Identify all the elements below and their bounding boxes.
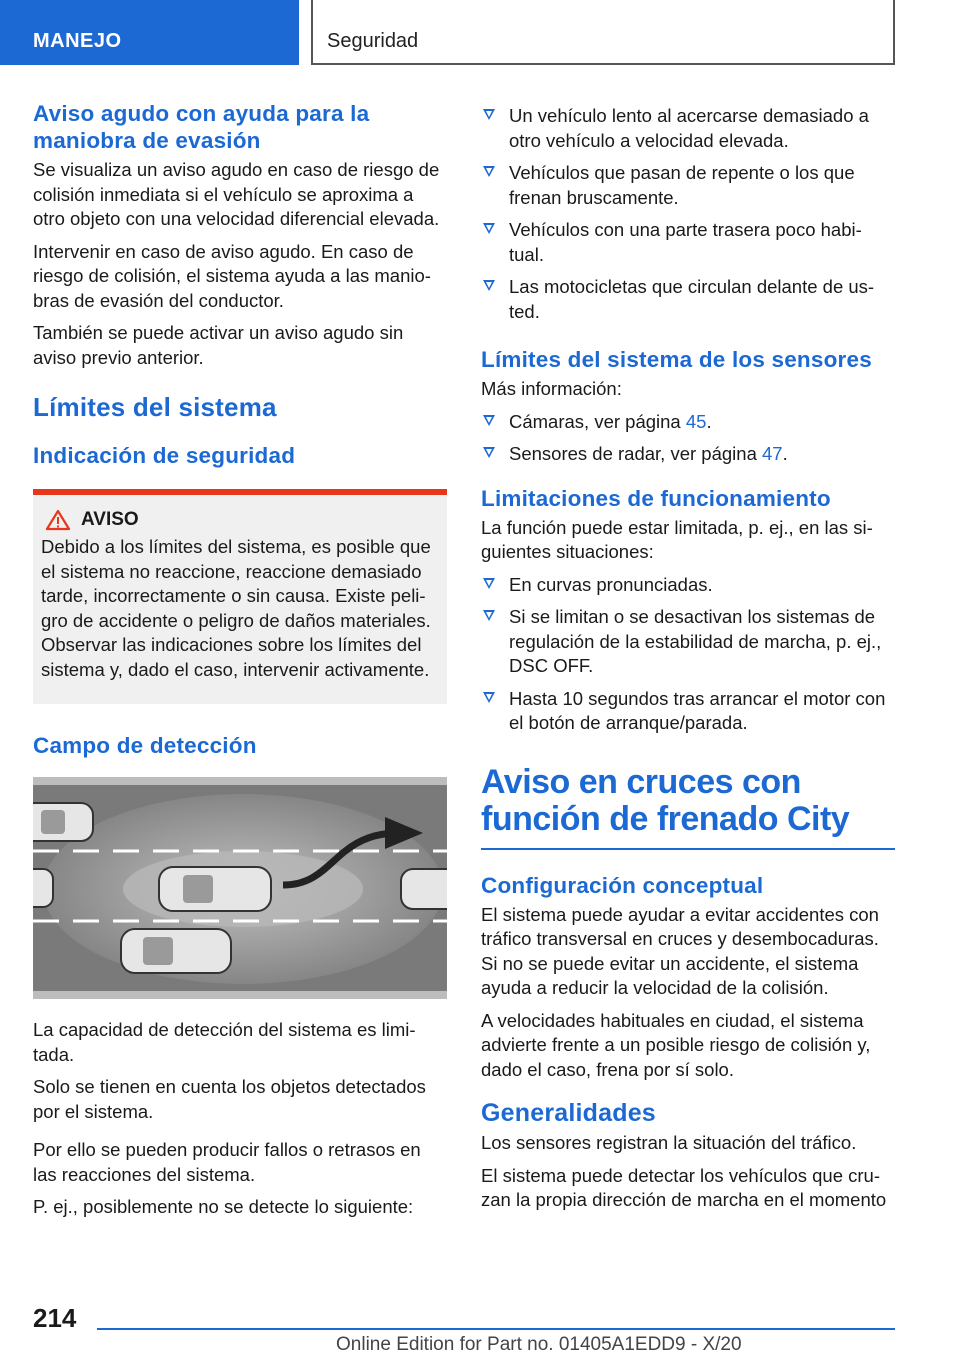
section-divider: [481, 848, 895, 850]
list-item: [481, 605, 895, 679]
warning-box: [33, 489, 447, 704]
bullet-list-undetected: [481, 104, 895, 324]
list-item-end: .: [706, 410, 712, 432]
list-item-text: Cámaras, ver página: [509, 410, 686, 432]
warning-title: AVISO: [81, 509, 139, 530]
bullet-list-limitations: [481, 573, 895, 736]
bullet-triangle-icon: [483, 109, 495, 120]
edition-note: Online Edition for Part no. 01405A1EDD9 - X/20: [336, 1334, 742, 1355]
heading-indicacion-seguridad: Indicación de seguridad: [33, 443, 296, 468]
list-item: [481, 275, 895, 324]
paragraph: Solo se tienen en cuenta los objetos detectados por el sistema.: [33, 1076, 426, 1122]
bullet-triangle-icon: [483, 447, 495, 458]
list-item: [481, 687, 895, 736]
paragraph: El sistema puede detectar los vehículos que cru‐ zan la propia dirección de marcha en el momento: [481, 1164, 887, 1210]
right-column: [481, 104, 895, 1221]
heading-aviso-cruces: Aviso en cruces con función de frenado City: [481, 762, 850, 838]
list-item-text: En curvas pronunciadas.: [509, 573, 713, 595]
warning-triangle-icon: [45, 509, 71, 531]
bullet-triangle-icon: [483, 415, 495, 426]
page-link-47[interactable]: 47: [762, 443, 783, 464]
paragraph: También se puede activar un aviso agudo sin aviso previo anterior.: [33, 322, 404, 368]
list-item: [481, 573, 895, 598]
list-item-text: Vehículos que pasan de repente o los que frenan bruscamente.: [509, 162, 855, 208]
heading-limitaciones: Limitaciones de funcionamiento: [481, 485, 831, 511]
list-item-text: Las motocicletas que circulan delante de us‐ ted.: [509, 276, 875, 322]
heading-generalidades: Generalidades: [481, 1099, 656, 1127]
heading-aviso-agudo: Aviso agudo con ayuda para la maniobra de evasión: [33, 101, 370, 153]
bullet-triangle-icon: [483, 166, 495, 177]
page-number: 214: [33, 1303, 77, 1333]
paragraph: Intervenir en caso de aviso agudo. En caso de riesgo de colisión, el sistema ayuda a las manio‐ bras de evasión del conductor.: [33, 240, 431, 311]
bullet-triangle-icon: [483, 578, 495, 589]
heading-configuracion: Configuración conceptual: [481, 872, 764, 898]
paragraph: La capacidad de detección del sistema es limi‐ tada.: [33, 1019, 416, 1065]
list-item-text: Si se limitan o se desactivan los sistemas de regulación de la estabilidad de marcha, p. ej., DSC OFF.: [509, 606, 882, 676]
bullet-triangle-icon: [483, 280, 495, 291]
paragraph: Por ello se pueden producir fallos o retrasos en las reacciones del sistema.: [33, 1139, 421, 1185]
warning-text: Debido a los límites del sistema, es posible que el sistema no reaccione, reaccione demasiado tarde, incorrectamente o sin causa. Existe peli‐ gro de accidente o peligro de daños materiales. Observar las indicaciones sobre los límites del sistema y, dado el caso, intervenir activamente.: [41, 536, 431, 680]
list-item-text: Hasta 10 segundos tras arrancar el motor con el botón de arranque/parada.: [509, 687, 886, 733]
detection-field-illustration: [33, 777, 447, 999]
heading-campo-deteccion: Campo de detección: [33, 733, 257, 758]
warning-header: [41, 509, 439, 531]
list-item: [481, 161, 895, 210]
footer-divider: [97, 1328, 895, 1330]
heading-limites-sensores: Límites del sistema de los sensores: [481, 347, 872, 372]
paragraph: Se visualiza un aviso agudo en caso de riesgo de colisión inmediata si el vehículo se aproxima a otro objeto con una velocidad diferencial elevada.: [33, 159, 440, 229]
heading-limites-sistema: Límites del sistema: [33, 392, 277, 422]
bullet-list-sensors: [481, 410, 895, 467]
list-item-text: Sensores de radar, ver página: [509, 443, 762, 464]
chapter-box: [311, 0, 895, 65]
paragraph: La función puede estar limitada, p. ej., en las si‐ guientes situaciones:: [481, 516, 873, 562]
bullet-triangle-icon: [483, 692, 495, 703]
paragraph: Más información:: [481, 378, 622, 399]
left-column: [33, 100, 447, 1228]
bullet-triangle-icon: [483, 223, 495, 234]
paragraph: Los sensores registran la situación del tráfico.: [481, 1132, 857, 1153]
section-label: MANEJO: [33, 30, 122, 52]
list-item: [481, 442, 895, 467]
list-item: [481, 218, 895, 267]
chapter-label: Seguridad: [327, 30, 419, 52]
list-item-end: .: [782, 443, 788, 464]
list-item-text: Vehículos con una parte trasera poco habi‐ tual.: [509, 219, 862, 265]
bullet-triangle-icon: [483, 610, 495, 621]
section-tab: [0, 0, 299, 65]
paragraph: El sistema puede ayudar a evitar accidentes con tráfico transversal en cruces y desembocaduras. Si no se puede evitar un accidente, el sistema ayuda a reducir la velocidad de la colisión.: [481, 903, 879, 998]
paragraph: A velocidades habituales en ciudad, el sistema advierte frente a un posible riesgo de colisión y, dado el caso, frena por sí solo.: [481, 1009, 871, 1080]
list-item: [481, 410, 895, 435]
list-item: [481, 104, 895, 153]
list-item-text: Un vehículo lento al acercarse demasiado a otro vehículo a velocidad elevada.: [509, 105, 869, 151]
page-link-45[interactable]: 45: [685, 410, 707, 432]
paragraph: P. ej., posiblemente no se detecte lo siguiente:: [33, 1196, 414, 1217]
